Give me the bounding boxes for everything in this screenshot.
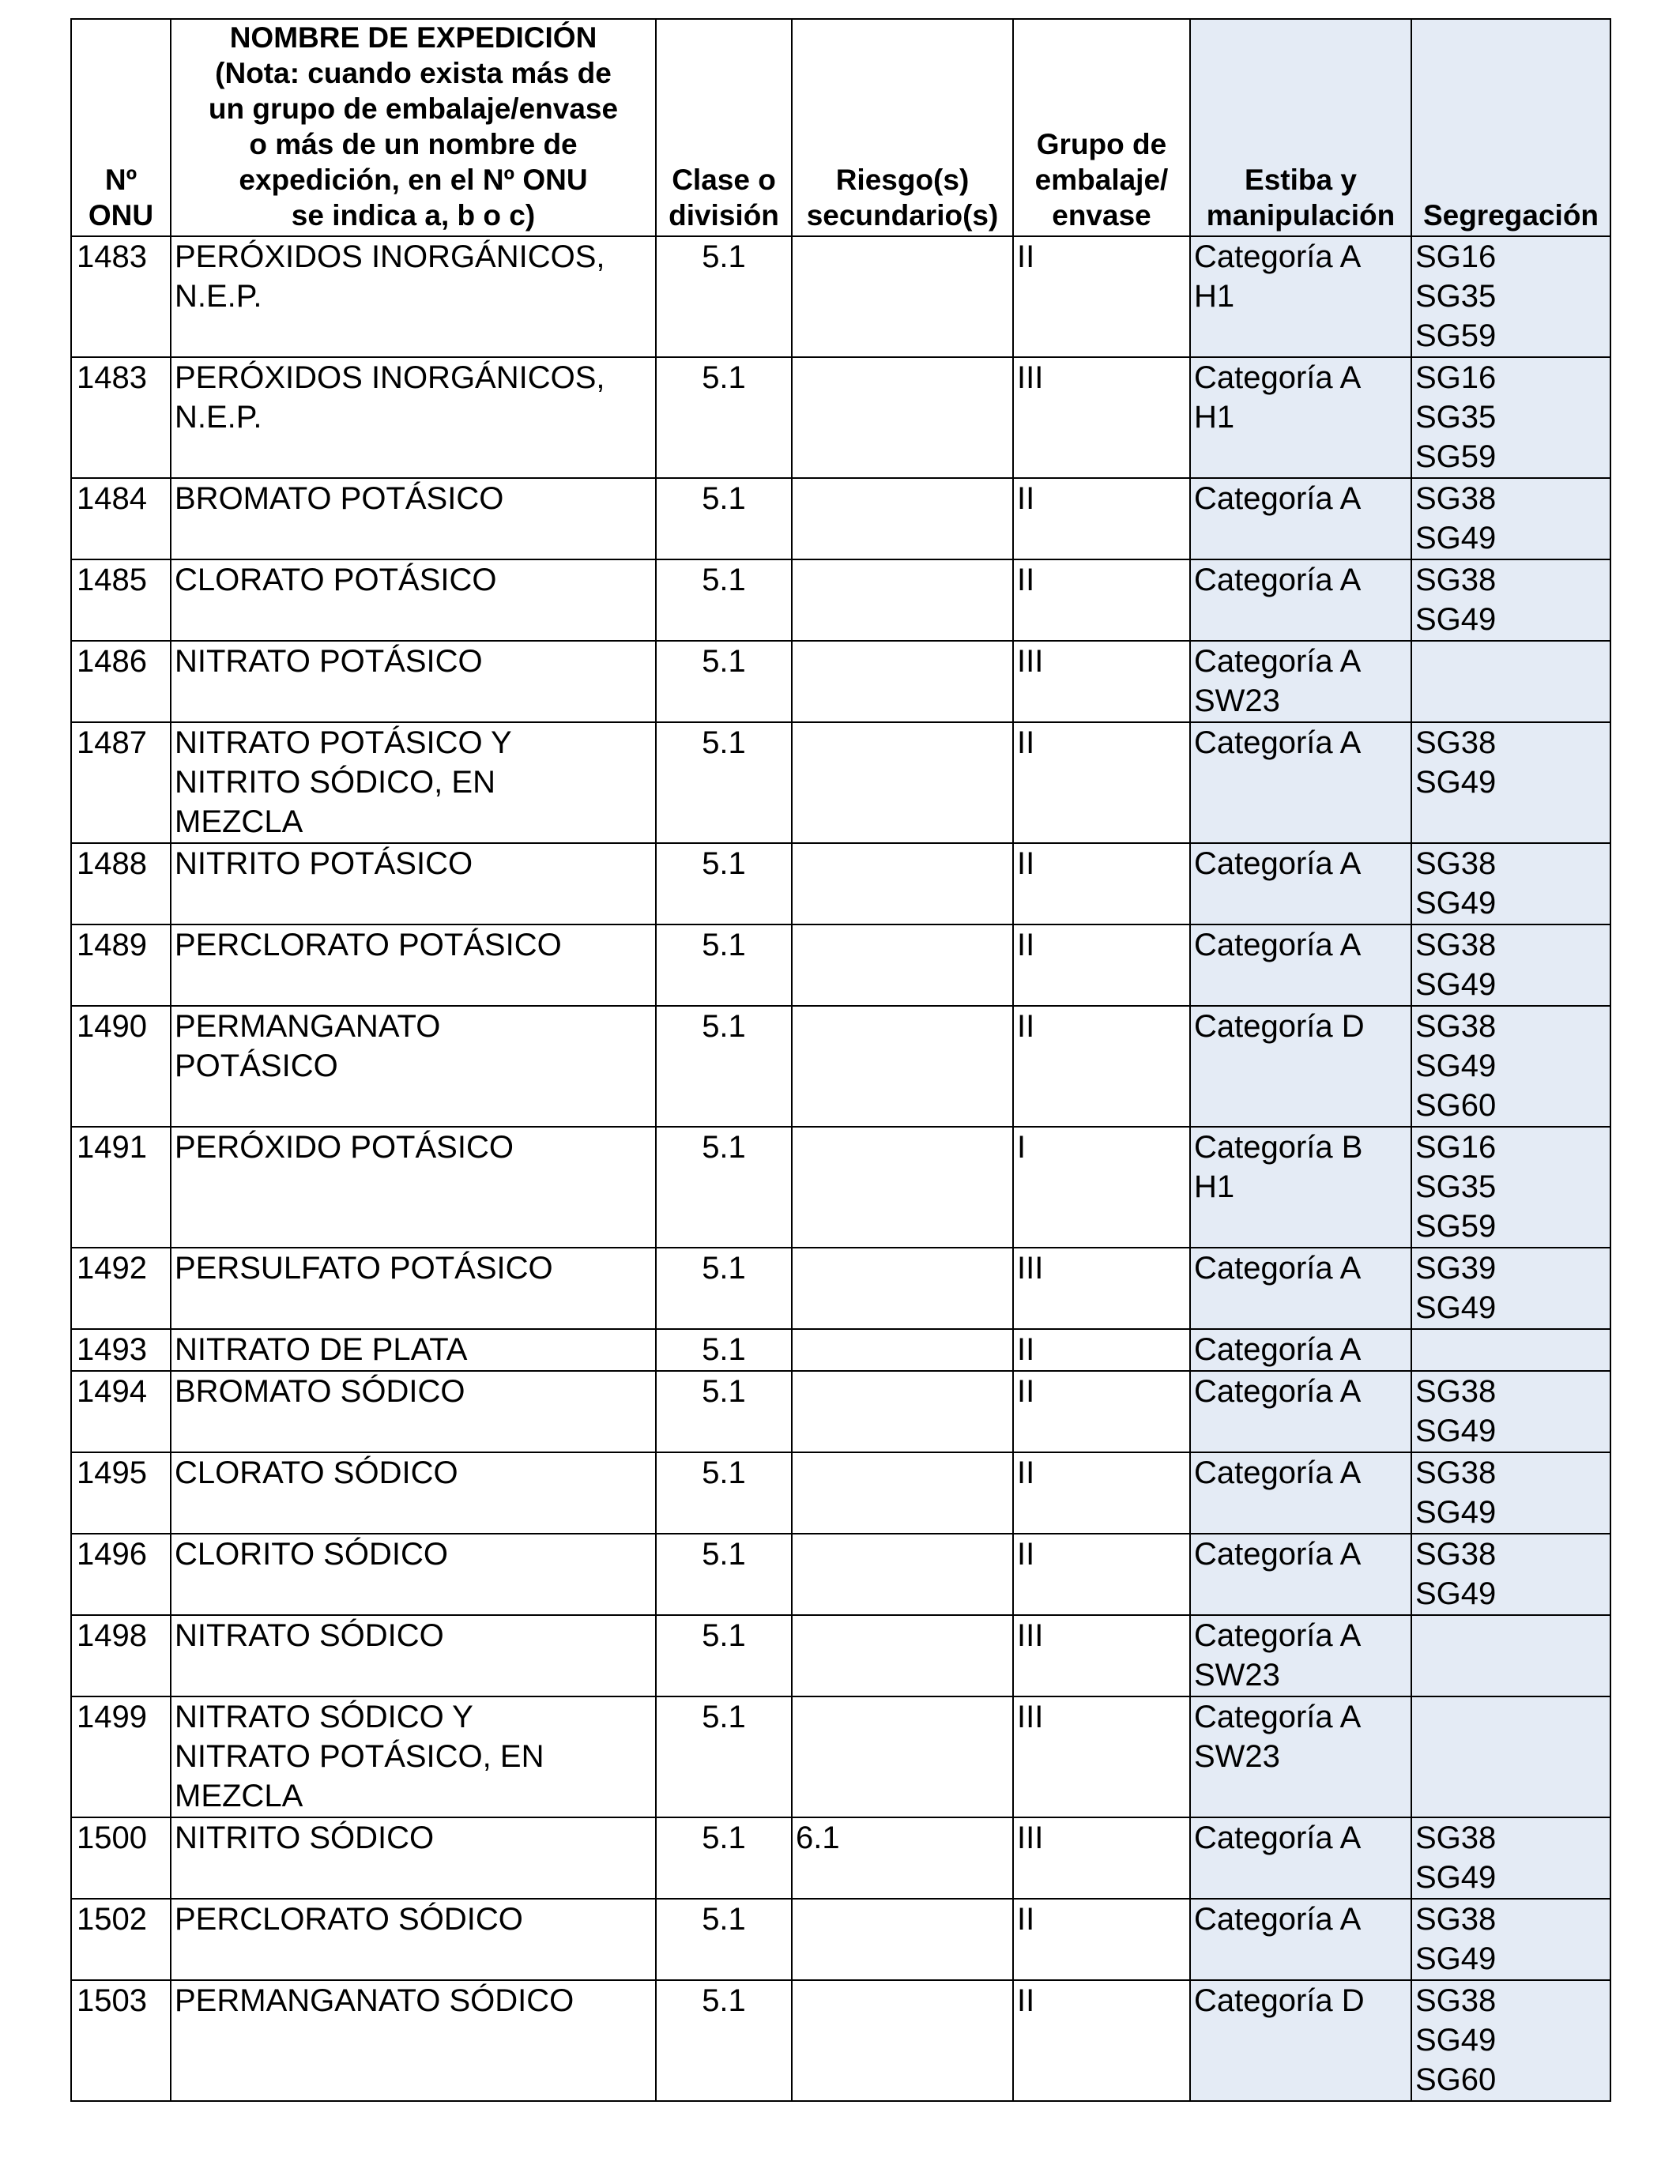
shipping-name-cell: [171, 1127, 656, 1248]
estiba-line: Categoría A: [1194, 360, 1362, 395]
segregation-cell: [1411, 1452, 1610, 1534]
name-line: PERÓXIDOS INORGÁNICOS,: [175, 360, 605, 395]
shipping-name-cell: [171, 559, 656, 641]
packing-group-cell: II: [1013, 924, 1190, 1006]
table-row: [71, 1980, 1610, 2101]
estiba-line: H1: [1194, 1169, 1235, 1204]
onu-number-cell: 1490: [71, 1006, 171, 1127]
onu-number-cell: 1485: [71, 559, 171, 641]
stowage-cell: [1190, 1980, 1411, 2101]
name-line: BROMATO SÓDICO: [175, 1374, 465, 1409]
packing-group-cell: II: [1013, 559, 1190, 641]
seg-line: SG16: [1415, 1130, 1497, 1165]
secondary-risk-cell: [792, 1371, 1013, 1452]
seg-line: SG38: [1415, 1374, 1497, 1409]
name-line: CLORITO SÓDICO: [175, 1537, 448, 1572]
segregation-cell: [1411, 843, 1610, 924]
name-line: N.E.P.: [175, 279, 262, 314]
class-cell: 5.1: [656, 236, 792, 357]
stowage-cell: [1190, 1534, 1411, 1615]
class-cell: 5.1: [656, 357, 792, 478]
table-row: [71, 641, 1610, 722]
estiba-line: H1: [1194, 279, 1235, 314]
name-line: NITRATO DE PLATA: [175, 1332, 468, 1367]
table-row: [71, 1248, 1610, 1329]
stowage-cell: [1190, 236, 1411, 357]
onu-number-cell: 1487: [71, 722, 171, 843]
seg-line: SG49: [1415, 1290, 1497, 1325]
class-cell: 5.1: [656, 1248, 792, 1329]
table-row: [71, 1452, 1610, 1534]
table-row: [71, 1899, 1610, 1980]
estiba-line: H1: [1194, 400, 1235, 435]
onu-number-cell: 1503: [71, 1980, 171, 2101]
estiba-line: Categoría A: [1194, 563, 1362, 597]
stowage-cell: [1190, 1615, 1411, 1696]
shipping-name-cell: [171, 1452, 656, 1534]
estiba-line: Categoría A: [1194, 1374, 1362, 1409]
packing-group-cell: III: [1013, 641, 1190, 722]
class-cell: 5.1: [656, 559, 792, 641]
shipping-name-cell: [171, 1534, 656, 1615]
stowage-cell: [1190, 924, 1411, 1006]
packing-group-cell: III: [1013, 1817, 1190, 1899]
header-line: NOMBRE DE EXPEDICIÓN: [229, 21, 597, 54]
segregation-cell: [1411, 236, 1610, 357]
class-cell: 5.1: [656, 1127, 792, 1248]
table-row: [71, 236, 1610, 357]
seg-line: SG49: [1415, 1576, 1497, 1611]
seg-line: SG49: [1415, 1941, 1497, 1976]
seg-line: SG38: [1415, 1537, 1497, 1572]
seg-line: SG49: [1415, 1495, 1497, 1530]
onu-number-cell: 1492: [71, 1248, 171, 1329]
shipping-name-cell: [171, 1817, 656, 1899]
shipping-name-cell: [171, 1696, 656, 1817]
packing-group-cell: III: [1013, 1248, 1190, 1329]
shipping-name-cell: [171, 641, 656, 722]
header-line: Segregación: [1422, 199, 1599, 232]
stowage-cell: [1190, 722, 1411, 843]
onu-number-cell: 1489: [71, 924, 171, 1006]
header-line: o más de un nombre de: [249, 128, 578, 160]
segregation-cell: [1411, 1371, 1610, 1452]
packing-group-cell: II: [1013, 843, 1190, 924]
onu-number-cell: 1498: [71, 1615, 171, 1696]
name-line: PERMANGANATO: [175, 1009, 441, 1044]
shipping-name-cell: [171, 236, 656, 357]
name-line: PERCLORATO POTÁSICO: [175, 928, 562, 962]
header-line: Grupo de: [1036, 128, 1167, 160]
name-line: N.E.P.: [175, 400, 262, 435]
packing-group-cell: II: [1013, 1329, 1190, 1371]
class-cell: 5.1: [656, 1329, 792, 1371]
header-line: Riesgo(s): [835, 164, 970, 196]
secondary-risk-cell: [792, 559, 1013, 641]
packing-group-cell: II: [1013, 1371, 1190, 1452]
secondary-risk-cell: [792, 1006, 1013, 1127]
stowage-cell: [1190, 1006, 1411, 1127]
estiba-line: Categoría A: [1194, 1537, 1362, 1572]
table-row: [71, 1329, 1610, 1371]
table-row: [71, 357, 1610, 478]
packing-group-cell: II: [1013, 236, 1190, 357]
class-cell: 5.1: [656, 1534, 792, 1615]
segregation-cell: [1411, 1899, 1610, 1980]
seg-line: SG38: [1415, 725, 1497, 760]
packing-group-cell: I: [1013, 1127, 1190, 1248]
onu-number-cell: 1495: [71, 1452, 171, 1534]
table-row: [71, 478, 1610, 559]
packing-group-cell: II: [1013, 1534, 1190, 1615]
header-line: Nº: [104, 164, 137, 196]
secondary-risk-cell: [792, 1899, 1013, 1980]
class-cell: 5.1: [656, 1452, 792, 1534]
header-line: embalaje/: [1034, 164, 1169, 196]
segregation-cell: [1411, 478, 1610, 559]
shipping-name-cell: [171, 1899, 656, 1980]
header-secondary-risk: [792, 19, 1013, 236]
estiba-line: Categoría A: [1194, 481, 1362, 516]
class-cell: 5.1: [656, 1371, 792, 1452]
name-line: NITRITO SÓDICO: [175, 1821, 435, 1855]
shipping-name-cell: [171, 1980, 656, 2101]
onu-number-cell: 1483: [71, 357, 171, 478]
seg-line: SG49: [1415, 765, 1497, 800]
name-line: PERSULFATO POTÁSICO: [175, 1251, 553, 1286]
estiba-line: Categoría A: [1194, 1455, 1362, 1490]
stowage-cell: [1190, 1899, 1411, 1980]
class-cell: 5.1: [656, 722, 792, 843]
table-row: [71, 1817, 1610, 1899]
name-line: PERCLORATO SÓDICO: [175, 1902, 523, 1937]
segregation-cell: [1411, 559, 1610, 641]
secondary-risk-cell: [792, 1248, 1013, 1329]
secondary-risk-cell: [792, 478, 1013, 559]
seg-line: SG49: [1415, 886, 1497, 921]
segregation-cell: [1411, 1817, 1610, 1899]
name-line: NITRATO POTÁSICO Y: [175, 725, 512, 760]
dangerous-goods-table-container: [70, 18, 1610, 2102]
table-row: [71, 1006, 1610, 1127]
stowage-cell: [1190, 1452, 1411, 1534]
estiba-line: SW23: [1194, 683, 1280, 718]
table-row: [71, 722, 1610, 843]
header-line: Clase o: [672, 164, 776, 196]
onu-number-cell: 1500: [71, 1817, 171, 1899]
seg-line: SG38: [1415, 1983, 1497, 2018]
seg-line: SG35: [1415, 1169, 1497, 1204]
estiba-line: Categoría A: [1194, 846, 1362, 881]
packing-group-cell: III: [1013, 1696, 1190, 1817]
packing-group-cell: III: [1013, 1615, 1190, 1696]
table-row: [71, 1615, 1610, 1696]
seg-line: SG38: [1415, 928, 1497, 962]
stowage-cell: [1190, 1248, 1411, 1329]
packing-group-cell: II: [1013, 722, 1190, 843]
shipping-name-cell: [171, 1371, 656, 1452]
seg-line: SG38: [1415, 1902, 1497, 1937]
seg-line: SG60: [1415, 1088, 1497, 1123]
header-line: se indica a, b o c): [291, 199, 536, 232]
class-cell: 5.1: [656, 1817, 792, 1899]
name-line: MEZCLA: [175, 1779, 303, 1813]
secondary-risk-cell: [792, 722, 1013, 843]
estiba-line: Categoría A: [1194, 1618, 1362, 1653]
estiba-line: Categoría D: [1194, 1009, 1365, 1044]
stowage-cell: [1190, 1696, 1411, 1817]
name-line: NITRITO SÓDICO, EN: [175, 765, 495, 800]
name-line: NITRATO POTÁSICO, EN: [175, 1739, 544, 1774]
seg-line: SG38: [1415, 481, 1497, 516]
table-row: [71, 1696, 1610, 1817]
segregation-cell: [1411, 641, 1610, 722]
seg-line: SG49: [1415, 967, 1497, 1002]
estiba-line: Categoría B: [1194, 1130, 1363, 1165]
shipping-name-cell: [171, 1248, 656, 1329]
seg-line: SG59: [1415, 318, 1497, 353]
name-line: PERÓXIDOS INORGÁNICOS,: [175, 239, 605, 274]
onu-number-cell: 1491: [71, 1127, 171, 1248]
seg-line: SG16: [1415, 239, 1497, 274]
seg-line: SG39: [1415, 1251, 1497, 1286]
estiba-line: Categoría A: [1194, 928, 1362, 962]
onu-number-cell: 1483: [71, 236, 171, 357]
table-row: [71, 559, 1610, 641]
shipping-name-cell: [171, 357, 656, 478]
segregation-cell: [1411, 1127, 1610, 1248]
stowage-cell: [1190, 641, 1411, 722]
secondary-risk-cell: 6.1: [792, 1817, 1013, 1899]
dangerous-goods-table: [70, 18, 1611, 2102]
estiba-line: Categoría A: [1194, 1251, 1362, 1286]
class-cell: 5.1: [656, 924, 792, 1006]
shipping-name-cell: [171, 1006, 656, 1127]
segregation-cell: [1411, 1696, 1610, 1817]
segregation-cell: [1411, 1329, 1610, 1371]
seg-line: SG38: [1415, 1455, 1497, 1490]
header-line: ONU: [88, 199, 154, 232]
segregation-cell: [1411, 1534, 1610, 1615]
seg-line: SG59: [1415, 439, 1497, 474]
segregation-cell: [1411, 1248, 1610, 1329]
name-line: BROMATO POTÁSICO: [175, 481, 504, 516]
header-line: división: [669, 199, 779, 232]
seg-line: SG38: [1415, 1009, 1497, 1044]
secondary-risk-cell: [792, 1980, 1013, 2101]
seg-line: SG60: [1415, 2062, 1497, 2097]
seg-line: SG49: [1415, 521, 1497, 555]
segregation-cell: [1411, 722, 1610, 843]
estiba-line: Categoría A: [1194, 1902, 1362, 1937]
onu-number-cell: 1488: [71, 843, 171, 924]
estiba-line: Categoría A: [1194, 725, 1362, 760]
packing-group-cell: II: [1013, 478, 1190, 559]
estiba-line: Categoría A: [1194, 1700, 1362, 1734]
header-line: expedición, en el Nº ONU: [239, 164, 588, 196]
stowage-cell: [1190, 559, 1411, 641]
estiba-line: Categoría A: [1194, 644, 1362, 679]
estiba-line: SW23: [1194, 1739, 1280, 1774]
header-packing-group: [1013, 19, 1190, 236]
secondary-risk-cell: [792, 924, 1013, 1006]
secondary-risk-cell: [792, 1534, 1013, 1615]
class-cell: 5.1: [656, 1696, 792, 1817]
class-cell: 5.1: [656, 1615, 792, 1696]
estiba-line: Categoría A: [1194, 239, 1362, 274]
header-onu: [71, 19, 171, 236]
stowage-cell: [1190, 478, 1411, 559]
segregation-cell: [1411, 1006, 1610, 1127]
header-line: manipulación: [1206, 199, 1396, 232]
secondary-risk-cell: [792, 1452, 1013, 1534]
onu-number-cell: 1502: [71, 1899, 171, 1980]
seg-line: SG35: [1415, 279, 1497, 314]
secondary-risk-cell: [792, 236, 1013, 357]
stowage-cell: [1190, 843, 1411, 924]
header-stowage: [1190, 19, 1411, 236]
header-shipping-name: [171, 19, 656, 236]
secondary-risk-cell: [792, 357, 1013, 478]
header-segregation: [1411, 19, 1610, 236]
class-cell: 5.1: [656, 843, 792, 924]
secondary-risk-cell: [792, 1615, 1013, 1696]
packing-group-cell: III: [1013, 357, 1190, 478]
table-row: [71, 1534, 1610, 1615]
table-row: [71, 924, 1610, 1006]
class-cell: 5.1: [656, 641, 792, 722]
onu-number-cell: 1484: [71, 478, 171, 559]
shipping-name-cell: [171, 843, 656, 924]
segregation-cell: [1411, 1615, 1610, 1696]
name-line: NITRATO POTÁSICO: [175, 644, 483, 679]
packing-group-cell: II: [1013, 1899, 1190, 1980]
seg-line: SG49: [1415, 1049, 1497, 1083]
stowage-cell: [1190, 357, 1411, 478]
packing-group-cell: II: [1013, 1452, 1190, 1534]
name-line: NITRATO SÓDICO: [175, 1618, 444, 1653]
onu-number-cell: 1494: [71, 1371, 171, 1452]
class-cell: 5.1: [656, 478, 792, 559]
header-line: secundario(s): [806, 199, 999, 232]
stowage-cell: [1190, 1817, 1411, 1899]
table-row: [71, 1127, 1610, 1248]
segregation-cell: [1411, 357, 1610, 478]
seg-line: SG16: [1415, 360, 1497, 395]
secondary-risk-cell: [792, 1127, 1013, 1248]
packing-group-cell: II: [1013, 1006, 1190, 1127]
class-cell: 5.1: [656, 1980, 792, 2101]
class-cell: 5.1: [656, 1899, 792, 1980]
stowage-cell: [1190, 1329, 1411, 1371]
estiba-line: Categoría A: [1194, 1821, 1362, 1855]
name-line: POTÁSICO: [175, 1049, 338, 1083]
header-line: (Nota: cuando exista más de: [215, 57, 612, 89]
header-class: [656, 19, 792, 236]
estiba-line: Categoría A: [1194, 1332, 1362, 1367]
header-line: Estiba y: [1245, 164, 1357, 196]
header-line: envase: [1052, 199, 1151, 232]
name-line: PERÓXIDO POTÁSICO: [175, 1130, 514, 1165]
stowage-cell: [1190, 1371, 1411, 1452]
seg-line: SG49: [1415, 602, 1497, 637]
name-line: MEZCLA: [175, 804, 303, 839]
shipping-name-cell: [171, 924, 656, 1006]
seg-line: SG38: [1415, 563, 1497, 597]
packing-group-cell: II: [1013, 1980, 1190, 2101]
secondary-risk-cell: [792, 1329, 1013, 1371]
name-line: PERMANGANATO SÓDICO: [175, 1983, 574, 2018]
stowage-cell: [1190, 1127, 1411, 1248]
name-line: CLORATO POTÁSICO: [175, 563, 497, 597]
estiba-line: SW23: [1194, 1658, 1280, 1693]
estiba-line: Categoría D: [1194, 1983, 1365, 2018]
name-line: NITRITO POTÁSICO: [175, 846, 473, 881]
onu-number-cell: 1486: [71, 641, 171, 722]
shipping-name-cell: [171, 722, 656, 843]
seg-line: SG59: [1415, 1209, 1497, 1244]
seg-line: SG49: [1415, 1414, 1497, 1448]
onu-number-cell: 1493: [71, 1329, 171, 1371]
seg-line: SG35: [1415, 400, 1497, 435]
seg-line: SG49: [1415, 2023, 1497, 2058]
header-row: [71, 19, 1610, 236]
segregation-cell: [1411, 924, 1610, 1006]
name-line: CLORATO SÓDICO: [175, 1455, 458, 1490]
secondary-risk-cell: [792, 843, 1013, 924]
shipping-name-cell: [171, 478, 656, 559]
header-line: un grupo de embalaje/envase: [208, 92, 619, 125]
segregation-cell: [1411, 1980, 1610, 2101]
secondary-risk-cell: [792, 1696, 1013, 1817]
name-line: NITRATO SÓDICO Y: [175, 1700, 473, 1734]
table-row: [71, 843, 1610, 924]
shipping-name-cell: [171, 1329, 656, 1371]
table-row: [71, 1371, 1610, 1452]
seg-line: SG38: [1415, 846, 1497, 881]
onu-number-cell: 1496: [71, 1534, 171, 1615]
onu-number-cell: 1499: [71, 1696, 171, 1817]
seg-line: SG38: [1415, 1821, 1497, 1855]
class-cell: 5.1: [656, 1006, 792, 1127]
secondary-risk-cell: [792, 641, 1013, 722]
shipping-name-cell: [171, 1615, 656, 1696]
seg-line: SG49: [1415, 1860, 1497, 1895]
